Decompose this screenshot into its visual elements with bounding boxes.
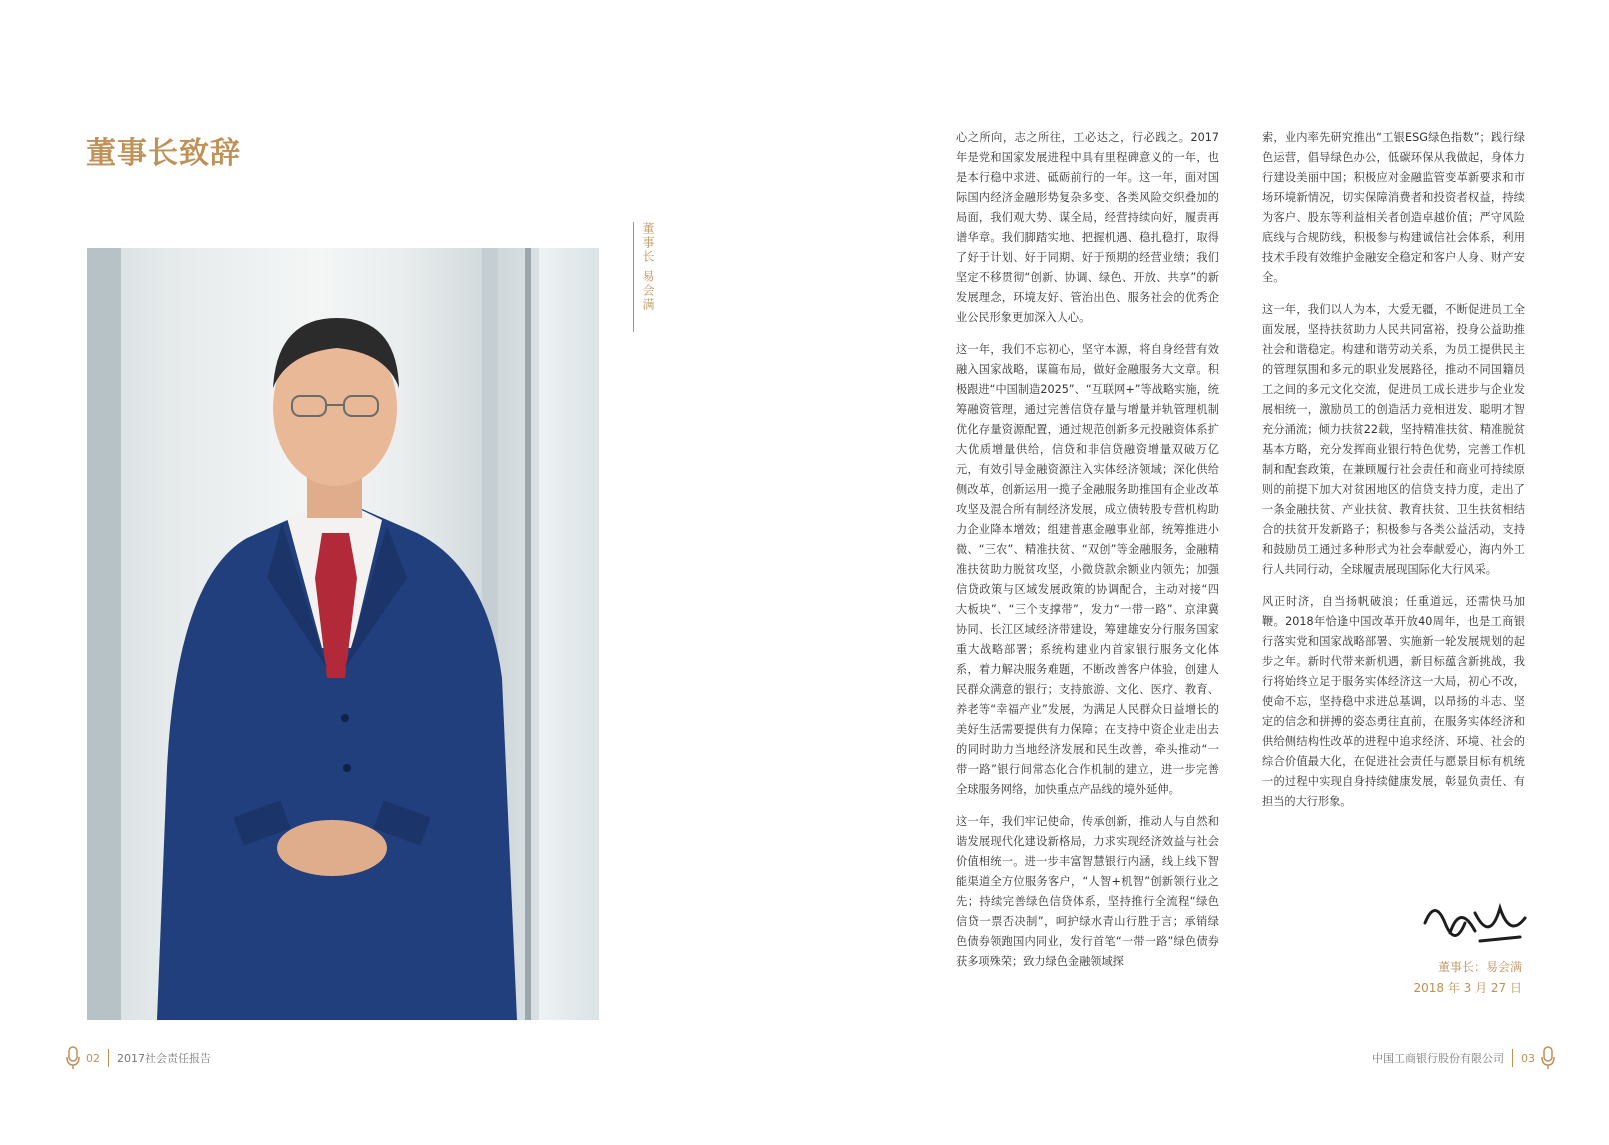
page-number: 02 — [86, 1051, 100, 1065]
signature-date: 2018 年 3 月 27 日 — [1413, 981, 1522, 995]
text-column-right — [1262, 128, 1525, 824]
paragraph: 这一年，我们牢记使命，传承创新，推动人与自然和谐发展现代化建设新格局，力求实现经济效益与社会价值相统一。进一步丰富智慧银行内涵，线上线下智能渠道全方位服务客户，“人智+机智”创新领行业之先；持续完善绿色信贷体系，坚持推行全流程“绿色信贷一票否决制”，呵护绿水青山行胜于言；承销绿色债券领跑国内同业，发行首笔“一带一路”绿色债券获多项殊荣；致力绿色金融领域探 — [956, 815, 1219, 968]
text-column-left — [956, 128, 1219, 984]
chairman-portrait-photo — [87, 248, 599, 1020]
page-title: 董事长致辞 — [86, 136, 241, 171]
paragraph: 心之所向，志之所往，工必达之，行必践之。2017年是党和国家发展进程中具有里程碑意义的一年，也是本行稳中求进、砥砺前行的一年。这一年，面对国际国内经济金融形势复杂多变、各类风险交织叠加的局面，我们观大势、谋全局，经营持续向好，履责再谱华章。我们脚踏实地、把握机遇、稳扎稳打，取得了好于计划、好于同期、好于预期的经营业绩；我们坚定不移贯彻“创新、协调、绿色、开放、共享”的新发展理念，环境友好、管治出色、服务社会的优秀企业公民形象更加深入人心。 — [956, 131, 1219, 324]
signatory-name: 董事长：易会满 — [1437, 960, 1522, 974]
paragraph: 这一年，我们不忘初心，坚守本源，将自身经营有效融入国家战略，谋篇布局，做好金融服务大文章。积极跟进“中国制造2025”、“互联网+”等战略实施，统筹融资管理，通过完善信贷存量与增量并轨管理机制优化存量资源配置，通过规范创新多元投融资体系扩大优质增量供给，信贷和非信贷融资增量双破万亿元，有效引导金融资源注入实体经济领域；深化供给侧改革，创新运用一揽子金融服务助推国有企业改革攻坚及混合所有制经济发展，成立债转股专营机构助力企业降本增效；组建普惠金融事业部，统筹推进小微、“三农”、精准扶贫、“双创”等金融服务，金融精准扶贫助力脱贫攻坚，小微贷款余额业内领先；加强信贷政策与区域发展政策的协调配合，主动对接“四大板块”、“三个支撑带”，发力“一带一路”、京津冀协同、长江区域经济带建设，筹建雄安分行服务国家重大战略部署；系统构建业内首家银行服务文化体系，着力解决服务难题，不断改善客户体验，创建人民群众满意的银行；支持旅游、文化、医疗、教育、养老等“幸福产业”发展，为满足人民群众日益增长的美好生活需要提供有力保障；在支持中资企业走出去的同时助力当地经济发展和民生改善，牵头推动“一带一路”银行间常态化合作机制的建立，进一步完善全球服务网络，加快重点产品线的境外延伸。 — [956, 343, 1219, 796]
footer-right — [1372, 1046, 1555, 1070]
page-number: 03 — [1521, 1051, 1535, 1065]
paragraph: 索，业内率先研究推出“工银ESG绿色指数”；践行绿色运营，倡导绿色办公，低碳环保从我做起，身体力行建设美丽中国；积极应对金融监管变革新要求和市场环境新情况，切实保障消费者和投资者权益，持续为客户、股东等利益相关者创造卓越价值；严守风险底线与合规防线，积极参与构建诚信社会体系，利用技术手段有效维护金融安全稳定和客户人身、财产安全。 — [1262, 131, 1525, 284]
report-title: 2017社会责任报告 — [117, 1052, 211, 1065]
caption-rule — [633, 222, 634, 332]
microphone-icon — [1541, 1046, 1555, 1070]
paragraph: 风正时济，自当扬帆破浪；任重道远，还需快马加鞭。2018年恰逢中国改革开放40周年，也是工商银行落实党和国家战略部署、实施新一轮发展规划的起步之年。新时代带来新机遇，新目标蕴含新挑战，我行将始终立足于服务实体经济这一大局，初心不改，使命不忘，坚持稳中求进总基调，以昂扬的斗志、坚定的信念和拼搏的姿态勇往直前，在服务实体经济和供给侧结构性改革的进程中追求经济、环境、社会的综合价值最大化，在促进社会责任与愿景目标有机统一的过程中实现自身持续健康发展，彰显负责任、有担当的大行形象。 — [1262, 595, 1525, 808]
paragraph: 这一年，我们以人为本，大爱无疆，不断促进员工全面发展，坚持扶贫助力人民共同富裕，投身公益助推社会和谐稳定。构建和谐劳动关系，为员工提供民主的管理氛围和多元的职业发展路径，推动不同国籍员工之间的多元文化交流，促进员工成长进步与企业发展相统一，激励员工的创造活力竞相迸发、聪明才智充分涌流；倾力扶贫22载，坚持精准扶贫、精准脱贫基本方略，充分发挥商业银行特色优势，完善工作机制和配套政策，在兼顾履行社会责任和商业可持续原则的前提下加大对贫困地区的信贷支持力度，走出了一条金融扶贫、产业扶贫、教育扶贫、卫生扶贫相结合的扶贫开发新路子；积极参与各类公益活动，支持和鼓励员工通过多种形式为社会奉献爱心，海内外工行人共同行动，全球履责展现国际化大行风采。 — [1262, 303, 1525, 576]
vertical-caption: 董事长 易会满 — [641, 222, 655, 312]
handwritten-signature — [1420, 893, 1530, 963]
microphone-icon — [66, 1046, 80, 1070]
company-name: 中国工商银行股份有限公司 — [1372, 1052, 1504, 1065]
footer-left — [66, 1046, 211, 1070]
